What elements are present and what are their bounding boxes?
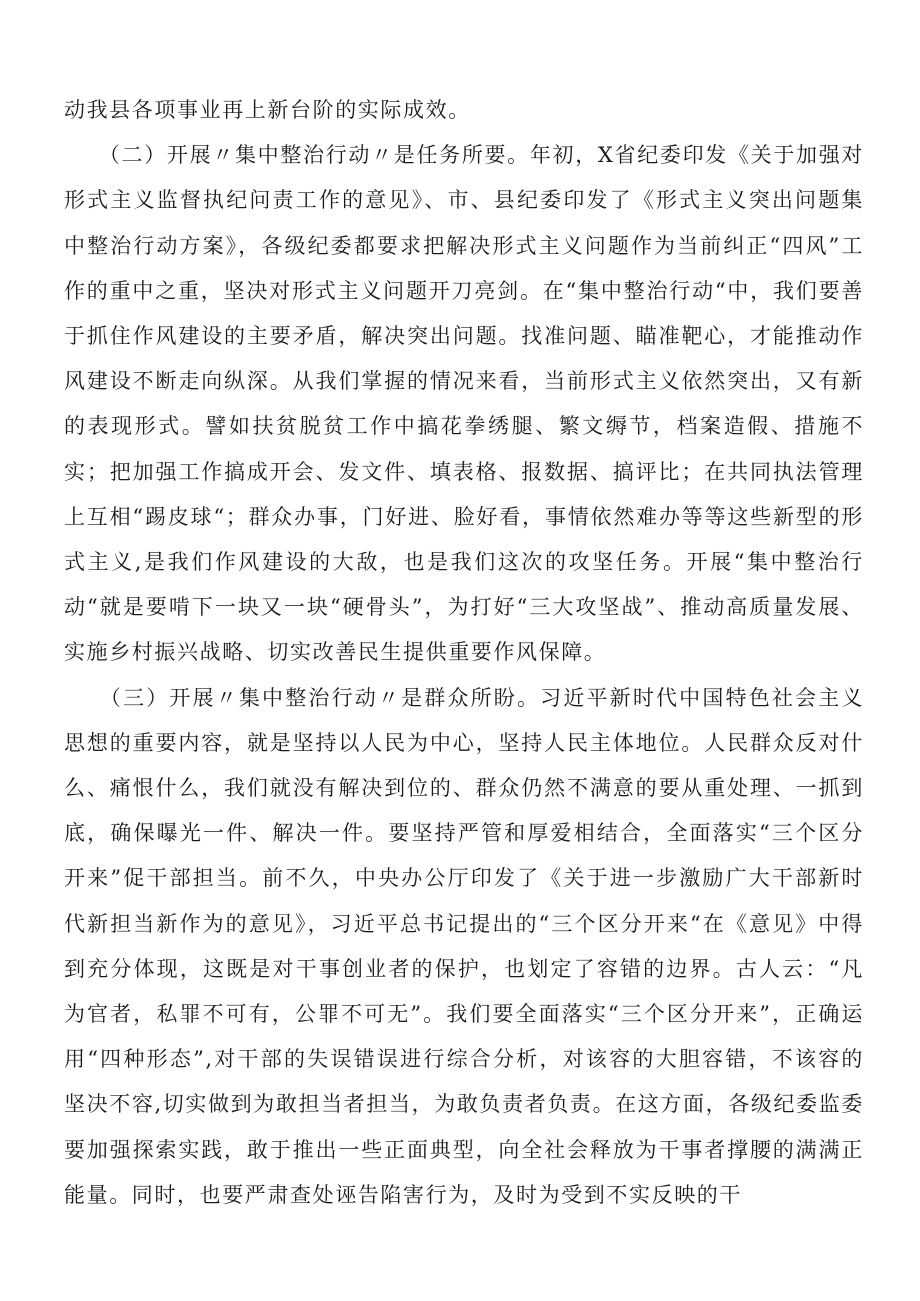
paragraph-section-2: （二）开展〃集中整治行动〃是任务所要。年初，X省纪委印发《关于加强对形式主义监督执纪问责工作的意见》、市、县纪委印发了《形式主义突出问题集中整治行动方案》，各级纪委都要求把解决形式主义问题作为当前纠正“四风”工作的重中之重，坚决对形式主义问题开刀亮剑。在“集中整治行动“中，我们要善于抓住作风建设的主要矛盾，解决突出问题。找准问题、瞄准靶心，才能推动作风建设不断走向纵深。从我们掌握的情况来看，当前形式主义依然突出，又有新的表现形式。譬如扶贫脱贫工作中搞花拳绣腿、繁文缛节，档案造假、措施不实；把加强工作搞成开会、发文件、填表格、报数据、搞评比；在共同执法管理上互相“踢皮球“；群众办事，门好进、脸好看，事情依然难办等等这些新型的形式主义,是我们作风建设的大敌，也是我们这次的攻坚任务。开展“集中整治行动“就是要啃下一块又一块“硬骨头”，为打好“三大攻坚战”、推动高质量发展、实施乡村振兴战略、切实改善民生提供重要作风保障。 xyxy=(64,143,864,665)
paragraph-continuation: 动我县各项事业再上新台阶的实际成效。 xyxy=(64,98,471,122)
document-body xyxy=(64,88,864,1218)
paragraph-section-3: （三）开展〃集中整治行动〃是群众所盼。习近平新时代中国特色社会主义思想的重要内容，就是坚持以人民为中心，坚持人民主体地位。人民群众反对什么、痛恨什么，我们就没有解决到位的、群众仍然不满意的要从重处理、一抓到底，确保曝光一件、解决一件。要坚持严管和厚爱相结合，全面落实“三个区分开来”促干部担当。前不久，中央办公厅印发了《关于进一步激励广大干部新时代新担当新作为的意见》，习近平总书记提出的“三个区分开来“在《意见》中得到充分体现，这既是对干事创业者的保护，也划定了容错的边界。古人云：“凡为官者，私罪不可有，公罪不可无”。我们要全面落实“三个区分开来”，正确运用“四种形态”,对干部的失误错误进行综合分析，对该容的大胆容错，不该容的坚决不容,切实做到为敢担当者担当，为敢负责者负责。在这方面，各级纪委监委要加强探索实践，敢于推出一些正面典型，向全社会释放为干事者撑腰的满满正能量。同时，也要严肃查处诬告陷害行为，及时为受到不实反映的干 xyxy=(64,685,864,1207)
